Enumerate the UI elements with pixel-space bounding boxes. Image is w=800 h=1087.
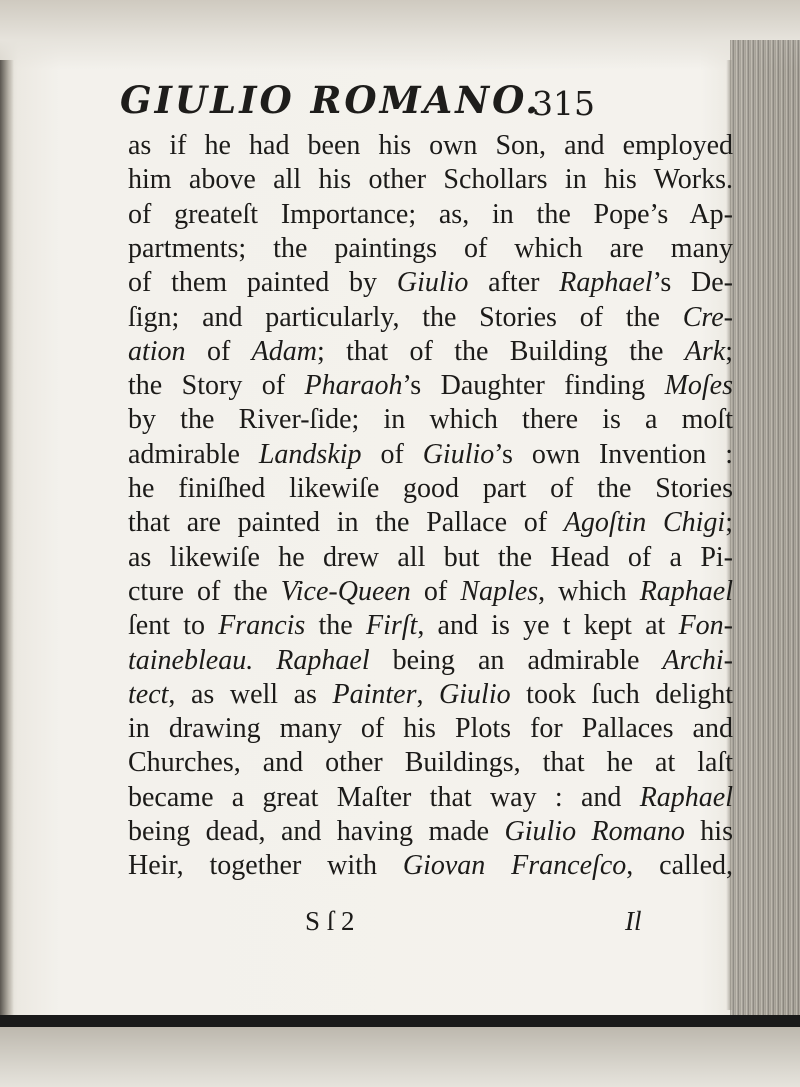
text-line bbox=[128, 850, 733, 882]
text-run: ; that of the Building the bbox=[316, 335, 685, 367]
text-run: his bbox=[684, 816, 733, 847]
italic-text: Fon- bbox=[678, 610, 733, 642]
text-run: , called, bbox=[626, 850, 733, 882]
text-run: ’s own Invention : bbox=[494, 438, 733, 470]
text-run: him above all his other Schollars in his Works. bbox=[128, 164, 733, 196]
italic-text: tect bbox=[128, 678, 169, 710]
text-line bbox=[128, 816, 733, 848]
italic-text: ation bbox=[128, 335, 186, 367]
italic-text: Raphael bbox=[639, 781, 733, 813]
italic-text: Raphael bbox=[276, 644, 370, 676]
text-run: became a great Maſter that way : and bbox=[128, 781, 640, 813]
text-run: the Story of bbox=[128, 370, 305, 402]
text-run: ; bbox=[725, 335, 733, 367]
text-line bbox=[128, 645, 733, 677]
text-run: ’s De- bbox=[652, 267, 733, 299]
italic-text: Adam bbox=[251, 335, 317, 367]
text-line bbox=[128, 267, 733, 299]
text-line bbox=[128, 747, 733, 779]
text-run: of greateſt Importance; as, in the Pope’s Ap- bbox=[128, 198, 733, 230]
text-run: after bbox=[468, 267, 560, 299]
text-line bbox=[128, 679, 733, 711]
italic-text: Pharaoh bbox=[304, 370, 403, 402]
text-line bbox=[128, 473, 733, 505]
italic-text: Cre- bbox=[682, 301, 733, 333]
italic-text: Naples bbox=[460, 575, 539, 607]
text-line bbox=[128, 404, 733, 436]
text-run: admirable bbox=[128, 438, 259, 470]
text-line bbox=[128, 610, 733, 642]
text-line bbox=[128, 302, 733, 334]
page-header bbox=[0, 78, 800, 128]
text-line bbox=[128, 336, 733, 368]
italic-text: tainebleau. bbox=[128, 644, 254, 676]
italic-text: Firſt bbox=[365, 610, 418, 642]
italic-text: Landskip bbox=[258, 438, 362, 470]
running-head: GIULIO ROMANO. bbox=[120, 78, 542, 122]
italic-text: Agoſtin Chigi bbox=[563, 507, 726, 539]
text-run: as likewiſe he drew all but the Head of a Pi- bbox=[128, 541, 733, 573]
catchword: Il bbox=[625, 906, 642, 936]
text-run: being an admirable bbox=[369, 644, 663, 676]
italic-text: Archi- bbox=[662, 644, 733, 676]
text-run: that are painted in the Pallace of bbox=[128, 507, 564, 539]
text-run: as if he had been his own Son, and employed bbox=[128, 130, 733, 161]
text-run: being dead, and having made bbox=[128, 816, 505, 847]
text-run: he finiſhed likewiſe good part of the Stories bbox=[128, 473, 733, 504]
italic-text: Raphael bbox=[639, 575, 733, 607]
text-line bbox=[128, 164, 733, 196]
text-run: , as well as bbox=[168, 678, 333, 710]
text-run: ſent to bbox=[128, 610, 219, 642]
text-run: took ſuch delight bbox=[510, 678, 734, 710]
italic-text: Francis bbox=[218, 610, 306, 642]
text-run: ; bbox=[725, 507, 733, 539]
page-number: 315 bbox=[532, 84, 595, 123]
italic-text: Moſes bbox=[664, 370, 733, 402]
text-run: partments; the paintings of which are many bbox=[128, 232, 733, 264]
italic-text: Giulio Romano bbox=[504, 816, 685, 847]
italic-text: Ark bbox=[684, 335, 726, 367]
italic-text: Vice-Queen bbox=[280, 575, 411, 607]
text-run: the bbox=[305, 610, 366, 642]
text-line bbox=[128, 199, 733, 231]
text-line bbox=[128, 439, 733, 471]
italic-text: Painter bbox=[332, 678, 417, 710]
text-run: , and is ye t kept at bbox=[417, 610, 679, 642]
text-run bbox=[253, 645, 276, 676]
italic-text: Giulio bbox=[422, 438, 495, 470]
text-line bbox=[128, 507, 733, 539]
text-line bbox=[128, 233, 733, 265]
text-run: ’s Daughter finding bbox=[402, 370, 665, 402]
text-run: of bbox=[361, 438, 423, 470]
text-run: , which bbox=[538, 575, 640, 607]
text-run: ſign; and particularly, the Stories of the bbox=[128, 301, 683, 333]
text-run: , bbox=[416, 678, 440, 710]
text-line bbox=[128, 130, 733, 162]
text-run: by the River-ſide; in which there is a moſt bbox=[128, 404, 733, 436]
text-run: of bbox=[185, 335, 252, 367]
italic-text: Giulio bbox=[396, 267, 469, 299]
text-run: Churches, and other Buildings, that he at laſt bbox=[128, 747, 733, 779]
text-line bbox=[128, 542, 733, 574]
italic-text: Giovan Franceſco bbox=[402, 850, 627, 882]
text-run: of bbox=[410, 575, 461, 607]
text-run: Heir, together with bbox=[128, 850, 403, 882]
text-run: of them painted by bbox=[128, 267, 397, 299]
italic-text: Giulio bbox=[439, 678, 511, 710]
text-line bbox=[128, 782, 733, 814]
text-line bbox=[128, 370, 733, 402]
text-run: cture of the bbox=[128, 575, 281, 607]
text-line bbox=[128, 713, 733, 745]
text-line bbox=[128, 576, 733, 608]
italic-text: Raphael bbox=[559, 267, 653, 299]
text-run: in drawing many of his Plots for Pallaces and bbox=[128, 713, 733, 745]
signature-mark: S ſ 2 bbox=[305, 906, 355, 936]
